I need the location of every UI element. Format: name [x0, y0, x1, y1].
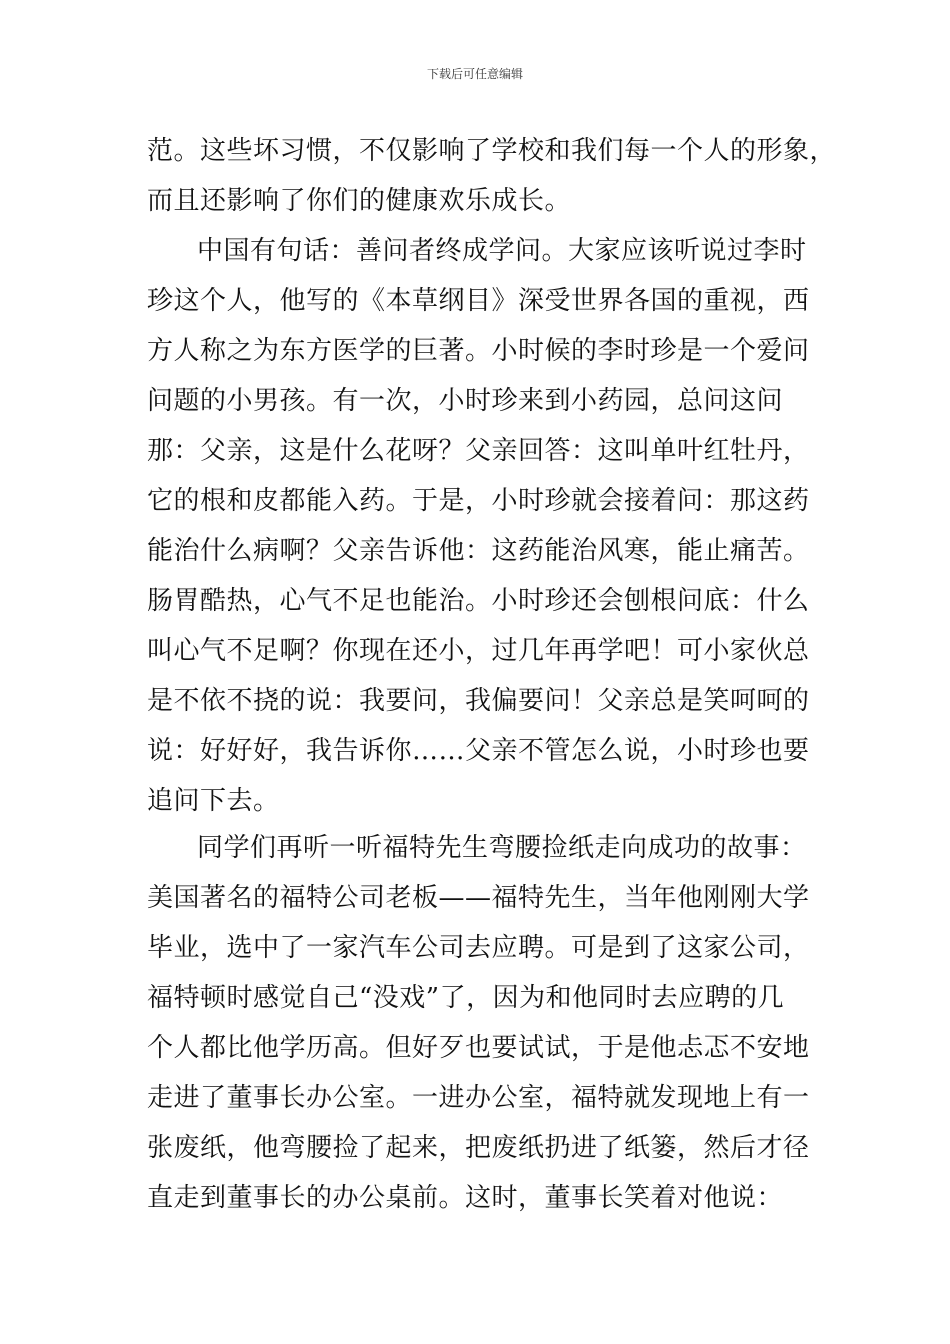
text-line: 而且还影响了你们的健康欢乐成长。 [147, 186, 572, 216]
text-line: 福特顿时感觉自己“没戏”了，因为和他同时去应聘的几 [147, 983, 785, 1013]
text-line: 是不依不挠的说：我要问，我偏要问！父亲总是笑呵呵的 [147, 686, 810, 716]
text-line: 中国有句话：善问者终成学问。大家应该听说过李时 [197, 236, 807, 266]
text-line: 肠胃酷热，心气不足也能治。小时珍还会刨根问底：什么 [147, 586, 810, 616]
text-line: 范。这些坏习惯，不仅影响了学校和我们每一个人的形象， [147, 136, 837, 166]
text-line: 能治什么病啊？父亲告诉他：这药能治风寒，能止痛苦。 [147, 536, 810, 566]
text-line: 走进了董事长办公室。一进办公室，福特就发现地上有一 [147, 1083, 810, 1113]
text-line: 方人称之为东方医学的巨著。小时候的李时珍是一个爱问 [147, 336, 810, 366]
text-line: 毕业，选中了一家汽车公司去应聘。可是到了这家公司， [147, 933, 810, 963]
text-line: 个人都比他学历高。但好歹也要试试，于是他忐忑不安地 [147, 1033, 810, 1063]
text-line: 说：好好好，我告诉你……父亲不管怎么说，小时珍也要 [147, 736, 810, 766]
text-line: 叫心气不足啊？你现在还小，过几年再学吧！可小家伙总 [147, 636, 810, 666]
text-line: 美国著名的福特公司老板——福特先生，当年他刚刚大学 [147, 883, 810, 913]
text-line: 那：父亲，这是什么花呀？父亲回答：这叫单叶红牡丹， [147, 436, 810, 466]
text-line: 珍这个人，他写的《本草纲目》深受世界各国的重视，西 [147, 286, 810, 316]
text-line: 直走到董事长的办公桌前。这时，董事长笑着对他说： [147, 1183, 784, 1213]
text-line: 追问下去。 [147, 786, 280, 816]
text-line: 同学们再听一听福特先生弯腰捡纸走向成功的故事： [197, 833, 807, 863]
text-line: 张废纸，他弯腰捡了起来，把废纸扔进了纸篓，然后才径 [147, 1133, 810, 1163]
page-header: 下载后可任意编辑 [426, 67, 523, 81]
text-line: 它的根和皮都能入药。于是，小时珍就会接着问：那这药 [147, 486, 810, 516]
text-line: 问题的小男孩。有一次，小时珍来到小药园，总问这问 [147, 386, 784, 416]
